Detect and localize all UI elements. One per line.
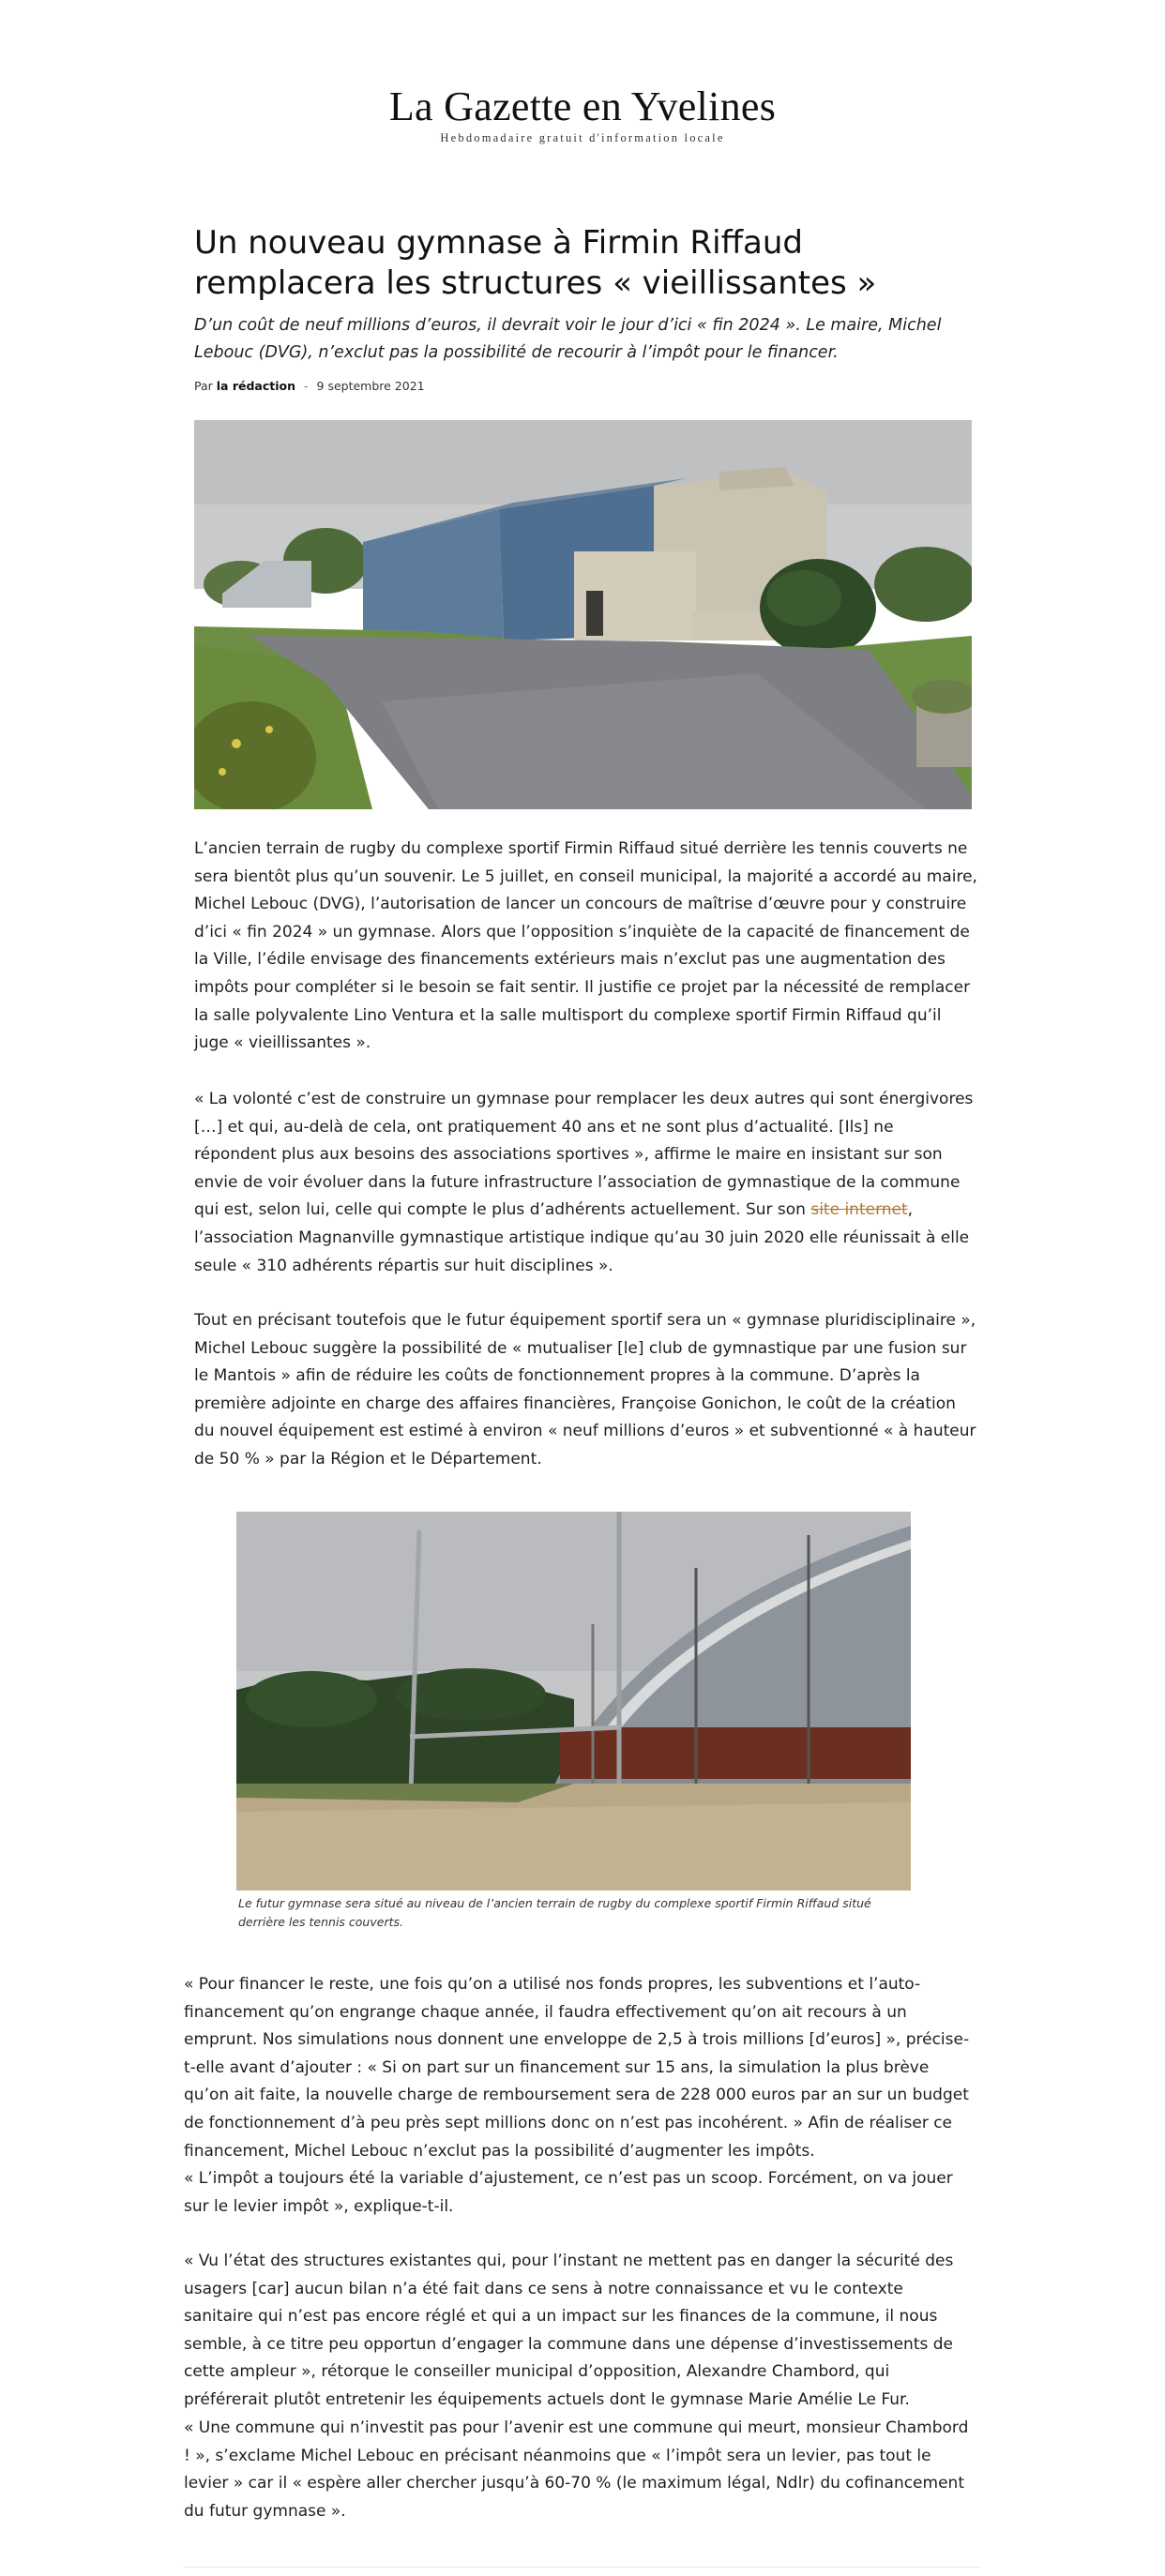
paragraph-4b: « L’impôt a toujours été la variable d’ajustement, ce n’est pas un scoop. Forcément, on va jouer sur le levier impôt », explique-t-il. — [184, 2169, 953, 2216]
paragraph-3: Tout en précisant toutefois que le futur équipement sportif sera un « gymnase pluridisciplinaire », Michel Lebouc suggère la possibilité de « mutualiser [le] club de gymnastique par une fusion sur le Mantois » afin de réduire les coûts de fonctionnement propres à la commune. D’après la première adjointe en charge des affaires financières, Françoise Gonichon, le coût de la création du nouvel équipement est estimé à environ « neuf millions d’euros » et subventionné « à hauteur de 50 % » par la Région et le Département. — [194, 1311, 976, 1469]
paragraph-2-text-a: « La volonté c’est de construire un gymnase pour remplacer les deux autres qui sont énergivores […] et qui, au-delà de cela, ont pratiquement 40 ans et ne sont plus d’actualité. [Ils] ne répondent plus aux besoins des associations sportives », affirme le maire en insistant sur son envie de voir évoluer dans la future infrastructure l’association de gymnastique de la commune qui est, selon lui, celle qui compte le plus d’adhérents actuellement. Sur son — [194, 1090, 974, 1220]
paragraph-2 — [194, 1086, 980, 1280]
figure-caption: Le futur gymnase sera situé au niveau de l’ancien terrain de rugby du complexe sportif Firmin Riffaud situé derrière les tennis couverts. — [238, 1896, 871, 1929]
paragraph-5b: « Une commune qui n’investit pas pour l’avenir est une commune qui meurt, monsieur Chambord ! », s’exclame Michel Lebouc en précisant néanmoins que « l’impôt sera un levier, pas tout le levier » car il « espère aller chercher jusqu’à 60-70 % (le maximum légal, Ndlr) du cofinancement du futur gymnase ». — [184, 2418, 969, 2521]
paragraph-5: « Vu l’état des structures existantes qui, pour l’instant ne mettent pas en danger la sécurité des usagers [car] aucun bilan n’a été fait dans ce sens à notre connaissance et vu le contexte sanitaire qui n’est pas encore réglé et qui a un impact sur les finances de la commune, il nous semble, à ce titre peu opportun d’engager la commune dans une dépense d’investissements de cette ampleur », rétorque le conseiller municipal d’opposition, Alexandre Chambord, qui préférerait plutôt entretenir les équipements actuels dont le gymnase Marie Amélie Le Fur. — [184, 2252, 954, 2409]
author-link[interactable]: la rédaction — [216, 379, 296, 393]
byline-separator: - — [304, 379, 309, 393]
article-dek: D’un coût de neuf millions d’euros, il devrait voir le jour d’ici « fin 2024 ». Le maire, Michel Lebouc (DVG), n’exclut pas la possibilité de recourir à l’impôt pour le financer. — [194, 316, 942, 362]
paragraph-4: « Pour financer le reste, une fois qu’on a utilisé nos fonds propres, les subventions et l’auto-financement qu’on engrange chaque année, il faudra effectivement qu’on ait recours à un emprunt. Nos simulations nous donnent une enveloppe de 2,5 à trois millions [d’euros] », précise-t-elle avant d’ajouter : « Si on part sur un financement sur 15 ans, la simulation la plus brève qu’on ait faite, la nouvelle charge de remboursement sera de 228 000 euros par an sur un budget de fonctionnement d’à peu près sept millions donc on n’est pas incohérent. » Afin de réaliser ce financement, Michel Lebouc n’exclut pas la possibilité d’augmenter les impôts. — [184, 1975, 970, 2161]
paragraph-2-text-b: , l’association Magnanville gymnastique artistique indique qu’au 30 juin 2020 elle réunissait à elle seule « 310 adhérents répartis sur huit disciplines ». — [194, 1200, 970, 1275]
site-title[interactable]: La Gazette en Yvelines — [388, 83, 777, 129]
byline — [194, 379, 425, 393]
rugby-field-image — [236, 1512, 911, 1891]
byline-prefix: Par — [194, 379, 213, 393]
hero-image — [194, 420, 972, 809]
paragraph-1: L’ancien terrain de rugby du complexe sportif Firmin Riffaud situé derrière les tennis couverts ne sera bientôt plus qu’un souvenir. Le 5 juillet, en conseil municipal, la majorité a accordé au maire, Michel Lebouc (DVG), l’autorisation de lancer un concours de maîtrise d’œuvre pour y construire d’ici « fin 2024 » un gymnase. Alors que l’opposition s’inquiète de la capacité de financement de la Ville, l’édile envisage des financements extérieurs mais n’exclut pas une augmentation des impôts pour compléter si le besoin se fait sentir. Il justifie ce projet par la nécessité de remplacer la salle polyvalente Lino Ventura et la salle multisport du complexe sportif Firmin Riffaud qu’il juge « vieillissantes ». — [194, 839, 977, 1053]
site-internet-link[interactable]: site internet — [810, 1200, 908, 1220]
site-tagline: Hebdomadaire gratuit d'information locale — [440, 131, 725, 144]
article-figure — [236, 1512, 911, 1932]
article-title: Un nouveau gymnase à Firmin Riffaud remplacera les structures « vieillissantes » — [194, 224, 877, 302]
publish-date: 9 septembre 2021 — [316, 379, 425, 393]
masthead — [0, 83, 1165, 145]
bottom-divider — [184, 2567, 981, 2568]
